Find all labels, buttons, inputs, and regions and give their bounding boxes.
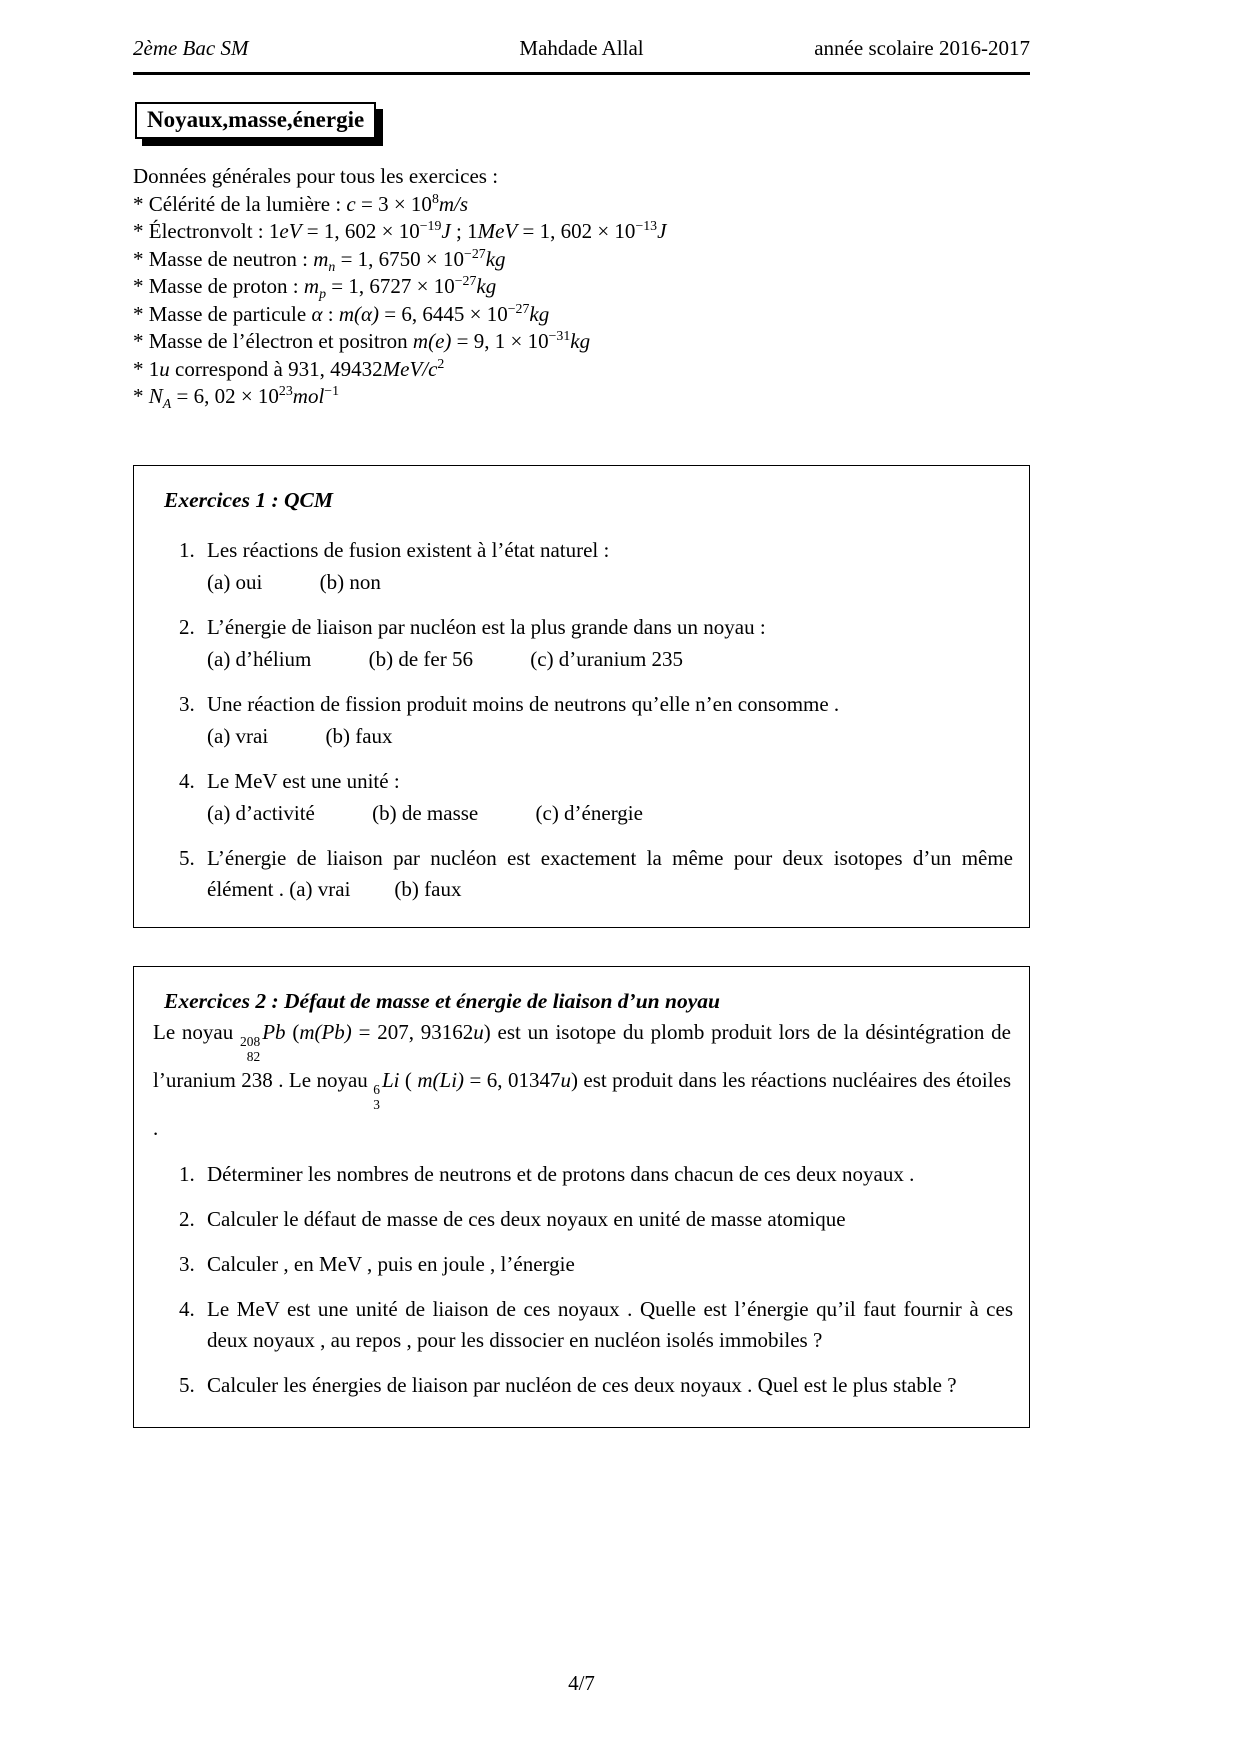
general-data-line	[133, 246, 1030, 274]
item-number: 5.	[179, 1373, 195, 1398]
item-question: L’énergie de liaison par nucléon est la plus grande dans un noyau :	[207, 614, 766, 639]
chapter-title-box: Noyaux,masse,énergie	[135, 102, 376, 139]
exercise1-item	[134, 612, 1029, 675]
general-data-intro: Données générales pour tous les exercices :	[133, 164, 499, 188]
page-content	[133, 0, 1030, 1428]
general-data-line	[133, 301, 1030, 329]
item-option-text: (a) oui	[207, 569, 263, 594]
item-option-text: (b) de masse	[372, 800, 479, 825]
item-body	[207, 535, 1029, 598]
data-line-text: * 1u correspond à 931, $49432MeV/c^2$	[133, 355, 445, 381]
exercise2-item	[134, 1370, 1029, 1401]
page-number: 4/7	[568, 1671, 595, 1695]
data-line-text: * Électronvolt : 1eV = 1, $602 \times 10^{-19}J$ ; 1MeV = 1, $602 \times 10^{-13}J$	[133, 218, 667, 243]
item-option-text: (a) d’activité	[207, 800, 315, 825]
item-option-text: (c) d’énergie	[535, 800, 643, 825]
item-number: 3.	[179, 691, 195, 716]
item-options	[207, 644, 1013, 675]
item-option-text: (b) non	[319, 569, 381, 594]
general-data-line	[133, 328, 1030, 356]
item-option	[207, 721, 268, 752]
exercise1-list	[134, 535, 1029, 905]
item-number: 5.	[179, 845, 195, 870]
item-option	[372, 798, 478, 829]
header-course: 2ème Bac SM	[133, 36, 249, 60]
item-option	[325, 721, 392, 752]
item-number: 1.	[179, 537, 195, 562]
item-number: 2.	[179, 614, 195, 639]
general-data-line	[133, 356, 1030, 384]
item-text: Calculer le défaut de masse de ces deux noyaux en unité de masse atomique	[207, 1207, 846, 1232]
item-text: Déterminer les nombres de neutrons et de protons dans chacun de ces deux noyaux .	[207, 1162, 915, 1187]
exercise1-item	[134, 689, 1029, 752]
exercise2-intro: Le noyau 208 82 Pb (m(Pb) = 207, 93162u) est un isotope du plomb produit lors de la désintégration de l’uranium 238 . Le noyau 6 3 Li ( m(Li) = 6, 01347u) est produit dans les réactions nucléaires des étoiles .	[153, 1019, 1012, 1141]
item-number: 4.	[179, 1297, 195, 1322]
item-body	[207, 843, 1029, 905]
item-number: 2.	[179, 1207, 195, 1232]
exercise2-item	[134, 1294, 1029, 1356]
data-line-text: * Masse de proton : $m_p = 1$, $6727 \times 10^{-27}kg$	[133, 273, 497, 302]
data-line-text: * Masse de neutron : $m_n = 1$, $6750 \times 10^{-27}kg$	[133, 245, 506, 274]
data-line-text: * Célérité de la lumière : $c = 3 \times 10^8m/s$	[133, 190, 469, 216]
header-school-year: année scolaire 2016-2017	[814, 36, 1030, 60]
item-number: 4.	[179, 768, 195, 793]
item-options	[207, 721, 1013, 752]
item-number: 3.	[179, 1252, 195, 1277]
exercise2-box	[133, 966, 1030, 1429]
general-data-line	[133, 273, 1030, 301]
item-option-text: (b) faux	[325, 723, 393, 748]
exercise1-box	[133, 465, 1030, 928]
item-option	[369, 644, 473, 675]
exercise2-item	[134, 1204, 1029, 1235]
header-author: Mahdade Allal	[519, 36, 644, 60]
item-option-text: (b) de fer 56	[368, 646, 473, 671]
exercise1-item	[134, 535, 1029, 598]
item-number: 1.	[179, 1162, 195, 1187]
exercise1-title: Exercices 1 : QCM	[164, 487, 333, 512]
item-question: Le MeV est une unité :	[207, 768, 400, 793]
general-data-line	[133, 218, 1030, 246]
item-option	[530, 644, 683, 675]
item-option	[207, 644, 311, 675]
nuclide-prescript: 6 3	[373, 1082, 380, 1113]
data-line-text: * $N_A = 6$, $02 \times 10^{23}mol^{-1}$	[133, 383, 340, 412]
item-body	[207, 689, 1029, 752]
item-option	[207, 567, 262, 598]
exercise1-item	[134, 843, 1029, 905]
general-data-section	[133, 163, 1030, 411]
data-line-text: * Masse de l’électron et positron m(e) = 9, $1 \times 10^{-31}kg$	[133, 328, 591, 353]
item-option	[320, 567, 381, 598]
page-header	[133, 0, 1030, 75]
exercise1-item	[134, 766, 1029, 829]
general-data-list	[133, 191, 1030, 411]
exercise2-item	[134, 1249, 1029, 1280]
general-data-line	[133, 191, 1030, 219]
exercise2-list	[134, 1159, 1029, 1401]
item-question: Une réaction de fission produit moins de neutrons qu’elle n’en consomme .	[207, 691, 840, 716]
item-options	[207, 567, 1013, 598]
item-text: Le MeV est une unité de liaison de ces noyaux . Quelle est l’énergie qu’il faut fournir à ces deux noyaux , au repos , pour les dissocier en nucléon isolés immobiles ?	[207, 1297, 1013, 1353]
item-question: Les réactions de fusion existent à l’état naturel :	[207, 537, 610, 562]
exercise2-item	[134, 1159, 1029, 1190]
item-option-text: (c) d’uranium 235	[530, 646, 684, 671]
item-body	[207, 766, 1029, 829]
item-text: Calculer , en MeV , puis en joule , l’énergie	[207, 1252, 575, 1277]
nuclide-prescript: 208 82	[240, 1033, 261, 1064]
general-data-line	[133, 383, 1030, 411]
exercise2-title: Exercices 2 : Défaut de masse et énergie de liaison d’un noyau	[164, 988, 720, 1013]
item-option-text: (a) vrai	[207, 723, 269, 748]
data-line-text: * Masse de particule α : m(α) = 6, $6445 \times 10^{-27}kg$	[133, 300, 550, 326]
item-body	[207, 612, 1029, 675]
item-option-text: (a) d’hélium	[207, 646, 312, 671]
item-question: L’énergie de liaison par nucléon est exactement la même pour deux isotopes d’un même élément . (a) vrai (b) faux	[207, 845, 1013, 901]
item-options	[207, 798, 1013, 829]
item-option	[536, 798, 643, 829]
item-text: Calculer les énergies de liaison par nucléon de ces deux noyaux . Quel est le plus stable ?	[207, 1373, 957, 1398]
item-option	[207, 798, 315, 829]
